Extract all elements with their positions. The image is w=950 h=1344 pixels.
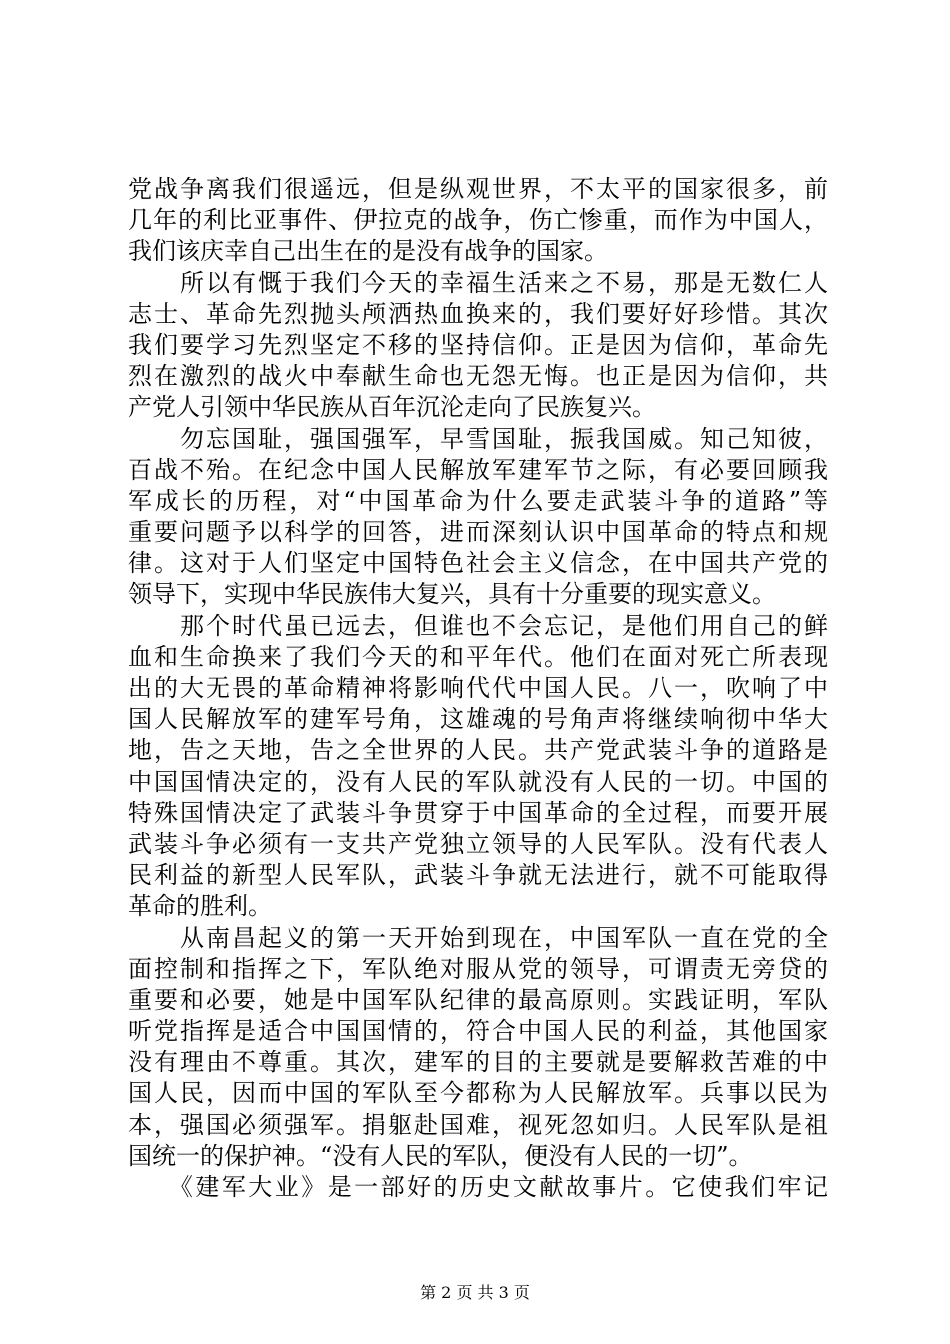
text-line: 面控制和指挥之下，军队绝对服从党的领导，可谓责无旁贷的: [128, 954, 828, 983]
document-body: [128, 174, 828, 1203]
text-line: 领导下，实现中华民族伟大复兴，具有十分重要的现实意义。: [128, 580, 776, 609]
text-line: 出的大无畏的革命精神将影响代代中国人民。八一，吹响了中: [128, 674, 828, 702]
text-line: 民利益的新型人民军队，武装斗争就无法进行，就不可能取得: [128, 861, 828, 890]
text-line: 烈在激烈的战火中奉献生命也无怨无悔。也正是因为信仰，共: [128, 362, 828, 391]
text-line: 我们该庆幸自己出生在的是没有战争的国家。: [128, 237, 608, 266]
text-line: 没有理由不尊重。其次，建军的目的主要就是要解救苦难的中: [128, 1048, 828, 1077]
text-line: 国人民解放军的建军号角，这雄魂的号角声将继续响彻中华大: [128, 705, 828, 734]
text-line: 党战争离我们很遥远，但是纵观世界，不太平的国家很多，前: [128, 175, 828, 203]
text-line: 中国国情决定的，没有人民的军队就没有人民的一切。中国的: [128, 767, 828, 796]
text-line: 从南昌起义的第一天开始到现在，中国军队一直在党的全: [128, 923, 828, 952]
text-line: 血和生命换来了我们今天的和平年代。他们在面对死亡所表现: [128, 642, 828, 671]
text-line: 百战不殆。在纪念中国人民解放军建军节之际，有必要回顾我: [128, 455, 828, 484]
text-line: 国统一的保护神。“没有人民的军队，便没有人民的一切”。: [128, 1141, 753, 1170]
text-line: 重要问题予以科学的回答，进而深刻认识中国革命的特点和规: [128, 518, 828, 547]
text-line: 所以有慨于我们今天的幸福生活来之不易，那是无数仁人: [128, 268, 828, 297]
text-line: 本，强国必须强军。捐躯赴国难，视死忽如归。人民军队是祖: [128, 1110, 828, 1139]
text-line: 那个时代虽已远去，但谁也不会忘记，是他们用自己的鲜: [128, 611, 828, 640]
text-line: 国人民，因而中国的军队至今都称为人民解放军。兵事以民为: [128, 1079, 828, 1108]
text-line: 武装斗争必须有一支共产党独立领导的人民军队。没有代表人: [128, 829, 828, 858]
text-line: 产党人引领中华民族从百年沉沦走向了民族复兴。: [128, 393, 656, 422]
text-line: 重要和必要，她是中国军队纪律的最高原则。实践证明，军队: [128, 985, 828, 1014]
text-line: 军成长的历程，对“中国革命为什么要走武装斗争的道路”等: [128, 486, 828, 515]
text-line: 革命的胜利。: [128, 892, 272, 921]
text-line: 几年的利比亚事件、伊拉克的战争，伤亡惨重，而作为中国人，: [128, 206, 828, 235]
text-line: 勿忘国耻，强国强军，早雪国耻，振我国威。知己知彼，: [128, 424, 828, 453]
text-line: 听党指挥是适合中国国情的，符合中国人民的利益，其他国家: [128, 1017, 828, 1046]
page-footer: 第 2 页 共 3 页: [420, 1283, 530, 1302]
text-line: 《建军大业》是一部好的历史文献故事片。它使我们牢记: [128, 1173, 828, 1201]
text-line: 特殊国情决定了武装斗争贯穿于中国革命的全过程，而要开展: [128, 798, 828, 827]
text-line: 我们要学习先烈坚定不移的坚持信仰。正是因为信仰，革命先: [128, 330, 828, 359]
text-line: 志士、革命先烈抛头颅洒热血换来的，我们要好好珍惜。其次: [128, 299, 828, 328]
text-line: 律。这对于人们坚定中国特色社会主义信念，在中国共产党的: [128, 549, 828, 578]
text-line: 地，告之天地，告之全世界的人民。共产党武装斗争的道路是: [128, 736, 828, 765]
